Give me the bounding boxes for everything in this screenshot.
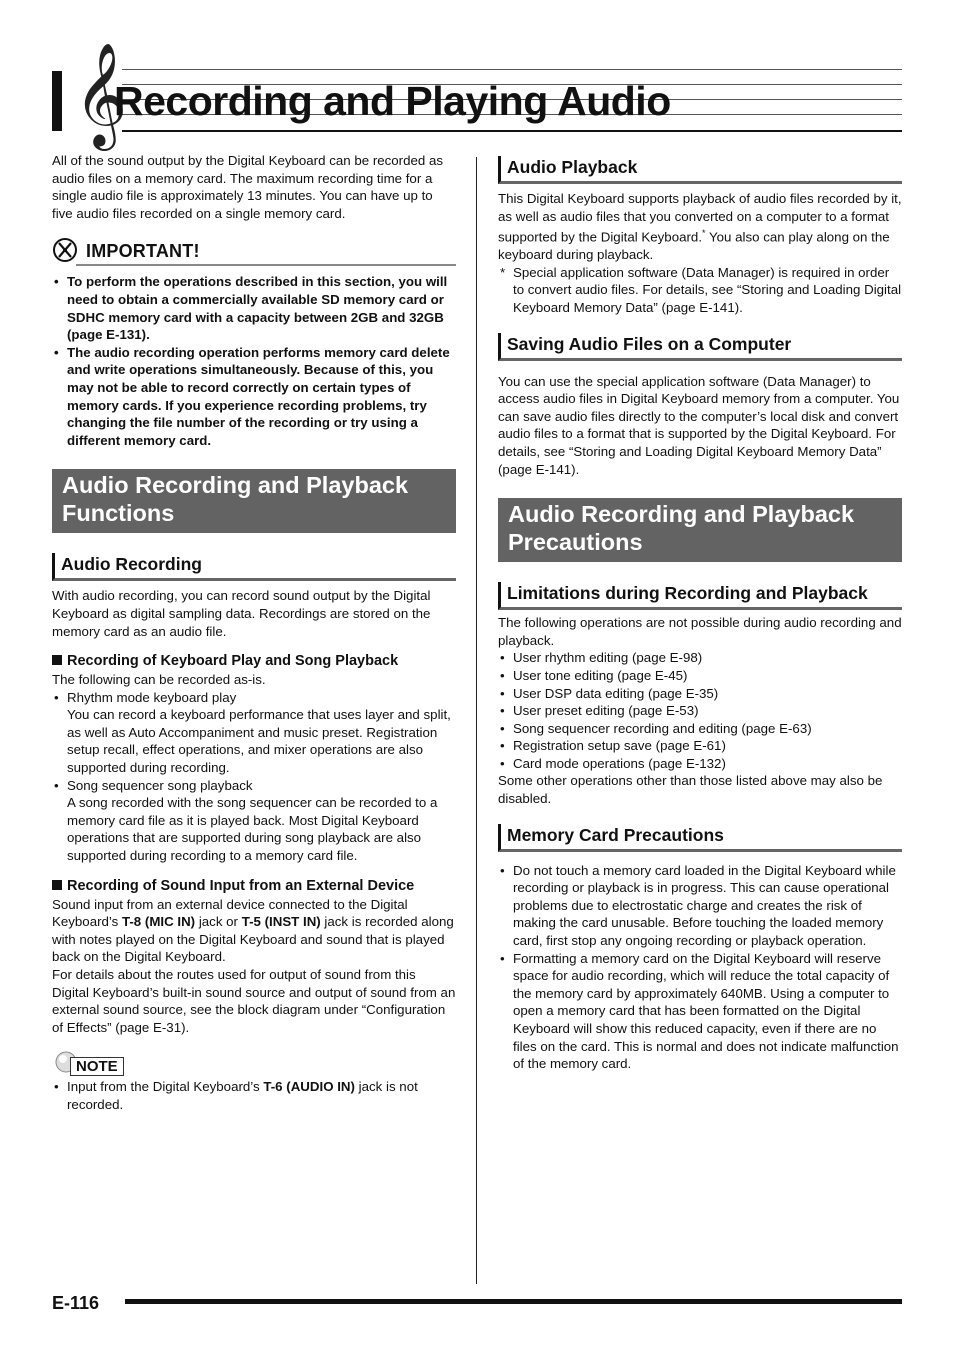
list-item: • Registration setup save (page E-61) — [498, 737, 902, 755]
page-number: E-116 — [52, 1293, 100, 1313]
list-item: • User DSP data editing (page E-35) — [498, 685, 902, 703]
subheading-audio-recording: Audio Recording — [52, 553, 456, 581]
saving-text: You can use the special application software (Data Manager) to access audio files in Digital Keyboard memory from a computer. You can save audio files directly to the computer’s local disk and convert audio files to a format that is supported by the Digital Keyboard. For details, see “Storing and Loading Digital Keyboard Memory Data” (page E-141). — [498, 373, 900, 477]
limitations-list — [498, 649, 902, 772]
item-title: Song sequencer song playback — [67, 777, 253, 793]
important-list — [52, 273, 456, 449]
keyboard-recording-intro: The following can be recorded as-is. — [52, 672, 266, 688]
note-label: NOTE — [70, 1057, 124, 1076]
list-item — [52, 689, 456, 777]
item-text: You can record a keyboard performance that uses layer and split, as well as Auto Accompaniment and music preset. Registration setup recall, effect operations, and mixer operations are also supported during recording. — [67, 707, 451, 776]
title-rule — [122, 130, 902, 132]
list-item: • To perform the operations described in this section, you will need to obtain a commercially available SD memory card or SDHC memory card with a capacity between 2GB and 32GB (page E-131). — [52, 273, 456, 343]
jack-label: T-5 (INST IN) — [241, 914, 321, 930]
jack-label: T-8 (MIC IN) — [121, 914, 196, 930]
list-item: • User tone editing (page E-45) — [498, 667, 902, 685]
list-item: • User rhythm editing (page E-98) — [498, 649, 902, 667]
subheading-saving: Saving Audio Files on a Computer — [498, 333, 902, 361]
external-paragraph-2: For details about the routes used for output of sound from this Digital Keyboard’s built-in sound source and output of sound from an external sound source, see the block diagram under “Configuration of Effects” (page E-31). — [52, 967, 456, 1035]
footnote: * Special application software (Data Manager) is required in order to convert audio files. For details, see “Storing and Loading Digital Keyboard Memory Data” (page E-141). — [498, 264, 902, 317]
limitations-intro: The following operations are not possible during audio recording and playback. — [498, 615, 902, 648]
keyboard-recording-list — [52, 689, 456, 865]
intro-paragraph: All of the sound output by the Digital Keyboard can be recorded as audio files on a memory card. The maximum recording time for a single audio file is approximately 13 minutes. You can have up to five audio files recorded on a single memory card. — [52, 153, 444, 221]
left-column — [52, 152, 456, 1114]
item-title: Rhythm mode keyboard play — [67, 689, 237, 705]
subheading-audio-playback: Audio Playback — [498, 156, 902, 184]
heading-external-recording — [52, 877, 456, 896]
item-text: A song recorded with the song sequencer can be recorded to a memory card file as it is played back. Most Digital Keyboard operations that are supported during song playback are also supported during recording to a memory card file. — [67, 795, 438, 864]
jack-label: T-6 (AUDIO IN) — [263, 1079, 355, 1095]
note-list — [52, 1078, 456, 1113]
text: This Digital Keyboard supports playback of audio files recorded by it, as well as audio files that you converted on a computer to a format supported by the Digital Keyboard. — [498, 191, 902, 245]
staff-line — [122, 69, 902, 70]
page-header — [52, 42, 902, 147]
treble-clef-icon: 𝄞 — [74, 42, 128, 147]
audio-recording-text: With audio recording, you can record sound output by the Digital Keyboard as digital sampling data. Recordings are stored on the memory card as an audio file. — [52, 588, 431, 639]
list-item: • Card mode operations (page E-132) — [498, 755, 902, 773]
text: jack is not recorded. — [67, 1079, 418, 1112]
title-bar — [52, 71, 62, 131]
list-item: • Song sequencer recording and editing (page E-63) — [498, 720, 902, 738]
heading-text: Recording of Keyboard Play and Song Playback — [67, 653, 399, 670]
list-item: • The audio recording operation performs memory card delete and write operations simultaneously. Because of this, you may not be able to record correctly on certain types of memory cards. If you experience recording problems, try changing the file number of the recording or try using a different memory card. — [52, 344, 456, 450]
note-box — [52, 1050, 456, 1078]
external-paragraph-1 — [52, 896, 456, 966]
page-title: Recording and Playing Audio — [114, 78, 671, 124]
heading-keyboard-recording — [52, 652, 456, 671]
square-bullet-icon — [52, 655, 62, 665]
column-divider — [476, 157, 477, 1284]
footnote-marker: * — [702, 228, 706, 239]
subheading-memory-card: Memory Card Precautions — [498, 824, 902, 852]
right-column — [498, 152, 902, 1073]
text: Input from the Digital Keyboard’s — [67, 1079, 264, 1095]
playback-footnote-list — [498, 264, 902, 317]
warning-icon — [52, 237, 78, 263]
subheading-limitations: Limitations during Recording and Playback — [498, 582, 902, 610]
heading-text: Recording of Sound Input from an External Device — [67, 877, 415, 894]
text: jack or — [195, 914, 242, 930]
list-item: • Do not touch a memory card loaded in the Digital Keyboard while recording or playback is in progress. This can cause operational problems due to electrostatic charge and creates the risk of making the card unusable. Before touching the loaded memory card, first stop any ongoing recording or playback operation. — [498, 862, 902, 950]
text: jack is recorded along with notes played on the Digital Keyboard and sound that is played back on the Digital Keyboard. — [52, 914, 454, 965]
important-rule — [76, 264, 456, 266]
list-item: • User preset editing (page E-53) — [498, 702, 902, 720]
important-box — [52, 239, 456, 271]
memory-card-list — [498, 862, 902, 1073]
section-heading-precautions: Audio Recording and Playback Precautions — [498, 498, 902, 562]
list-item — [52, 777, 456, 865]
list-item: • Formatting a memory card on the Digital Keyboard will reserve space for audio recording, which will reduce the total capacity of the memory card by approximately 640MB. Using a computer to open a memory card that has been formatted on the Digital Keyboard will show this reduced capacity, even if there are no files on the card. This is normal and does not indicate malfunction of the memory card. — [498, 950, 902, 1073]
limitations-outro: Some other operations other than those listed above may also be disabled. — [498, 773, 883, 807]
text: Sound input from an external device connected to the Digital Keyboard’s — [52, 896, 408, 930]
text: You also can play along on the keyboard during playback. — [498, 229, 890, 263]
section-heading-functions: Audio Recording and Playback Functions — [52, 469, 456, 533]
footer-rule — [125, 1299, 902, 1304]
list-item — [52, 1078, 456, 1113]
important-label: IMPORTANT! — [86, 241, 200, 262]
square-bullet-icon — [52, 880, 62, 890]
playback-text — [498, 190, 902, 264]
